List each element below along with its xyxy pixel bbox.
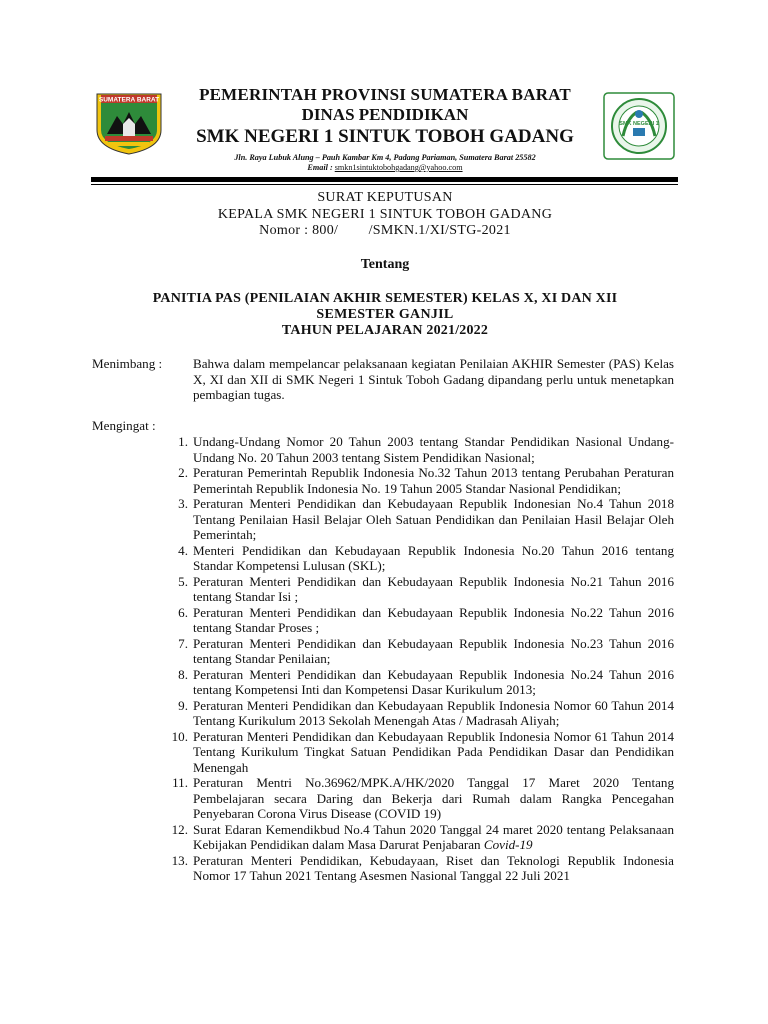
list-item [160, 465, 674, 496]
list-item-text: Peraturan Menteri Pendidikan dan Kebudayaan Republik Indonesia No.23 Tahun 2016 tentang Standar Penilaian; [193, 635, 674, 666]
school-email-line [170, 163, 600, 173]
letterhead [90, 84, 680, 180]
letterhead-rule-thick [91, 177, 678, 182]
list-item-text: Peraturan Menteri Pendidikan dan Kebudayaan Republik Indonesia No.21 Tahun 2016 tentang Standar Isi ; [193, 573, 674, 604]
list-item-number: 9. [178, 697, 188, 713]
list-item-text: Peraturan Mentri No.36962/MPK.A/HK/2020 Tanggal 17 Maret 2020 Tentang Pembelajaran secara Daring dan Bekerja dari Rumah dalam Rangka Pencegahan Penyebaran Corona Virus Disease (COVID 19) [193, 775, 674, 821]
list-item-text: Peraturan Menteri Pendidikan dan Kebudayaan Republik Indonesia No.24 Tahun 2016 tentang Kompetensi Inti dan Kompetensi Dasar Kurikulum 2013; [193, 666, 674, 697]
decree-issuer: KEPALA SMK NEGERI 1 SINTUK TOBOH GADANG [217, 207, 553, 222]
list-item [160, 853, 674, 884]
list-item-number: 4. [178, 542, 188, 558]
school-name: SMK NEGERI 1 SINTUK TOBOH GADANG [196, 126, 574, 147]
decree-title: SURAT KEPUTUSAN [317, 190, 453, 205]
list-item [160, 574, 674, 605]
sumatera-barat-logo [93, 90, 165, 156]
list-item-number: 1. [178, 434, 188, 449]
decree-number [90, 222, 680, 239]
government-name: PEMERINTAH PROVINSI SUMATERA BARAT [199, 85, 571, 104]
list-item [160, 496, 674, 543]
list-item [160, 729, 674, 776]
list-item-text: Peraturan Menteri Pendidikan dan Kebudayaan Republik Indonesia No.22 Tahun 2016 tentang Standar Proses ; [193, 604, 674, 635]
list-item [160, 775, 674, 822]
list-item-text: Menteri Pendidikan dan Kebudayaan Republik Indonesia No.20 Tahun 2016 tentang Standar Kompetensi Lulusan (SKL); [193, 542, 674, 573]
mengingat-label: Mengingat : [92, 418, 156, 433]
list-item-text: Undang-Undang Nomor 20 Tahun 2003 tentang Standar Pendidikan Nasional Undang-Undang No. 20 Tahun 2003 tentang Sistem Pendidikan Nasional; [193, 434, 674, 465]
list-item-number: 10. [171, 728, 188, 744]
list-item-number: 12. [171, 821, 188, 837]
decree-number-text: Nomor : 800/ /SMKN.1/XI/STG-2021 [259, 223, 511, 238]
right-logo-label: SMK NEGERI 1 [619, 121, 659, 127]
subject-line-3: TAHUN PELAJARAN 2021/2022 [281, 323, 489, 338]
list-item-number: 6. [178, 604, 188, 620]
left-logo-label: SUMATERA BARAT [98, 96, 160, 104]
list-item [160, 667, 674, 698]
list-item [160, 605, 674, 636]
mengingat-list [160, 434, 674, 884]
list-item [160, 822, 674, 853]
subject-line-2: SEMESTER GANJIL [316, 307, 454, 322]
list-item-number: 7. [178, 635, 188, 651]
department-name: DINAS PENDIDIKAN [301, 105, 469, 124]
school-logo [603, 92, 675, 160]
about-label: Tentang [360, 257, 410, 272]
list-item-text: Peraturan Menteri Pendidikan dan Kebudayaan Republik Indonesia Nomor 60 Tahun 2014 Tentang Kurikulum 2013 Sekolah Menengah Atas / Madrasah Aliyah; [193, 697, 674, 728]
list-item-text: Peraturan Menteri Pendidikan dan Kebudayaan Republik Indonesia Nomor 61 Tahun 2014 Tentang Kurikulum Tingkat Satuan Pendidikan Pada Pendidikan Dasar dan Pendidikan Menengah [193, 728, 674, 775]
email-label: Email : [307, 163, 335, 172]
list-item-number: 11. [172, 775, 188, 790]
list-item-italic-text: Covid-19 [483, 837, 533, 852]
email-link[interactable]: smkn1sintuktobohgadang@yahoo.com [334, 163, 463, 172]
list-item [160, 636, 674, 667]
list-item [160, 698, 674, 729]
list-item [160, 434, 674, 465]
list-item-text: Peraturan Menteri Pendidikan dan Kebudayaan Republik Indonesian No.4 Tahun 2018 Tentang Penilaian Hasil Belajar Oleh Satuan Pendidikan dan Penilaian Hasil Belajar Oleh Pemerintah; [193, 496, 674, 542]
list-item-number: 8. [178, 666, 188, 682]
list-item-number: 13. [171, 852, 188, 868]
menimbang-label: Menimbang : [92, 356, 163, 371]
list-item-number: 5. [178, 573, 188, 589]
list-item-number: 2. [178, 465, 188, 480]
letterhead-rule-thin [91, 184, 678, 185]
list-item-text: Peraturan Pemerintah Republik Indonesia No.32 Tahun 2013 tentang Perubahan Peraturan Pemerintah Republik Indonesia No. 19 Tahun 2005 Standar Nasional Pendidikan; [193, 465, 674, 496]
subject-line-1: PANITIA PAS (PENILAIAN AKHIR SEMESTER) KELAS X, XI DAN XII [152, 291, 618, 306]
list-item-text: Peraturan Menteri Pendidikan, Kebudayaan, Riset dan Teknologi Republik Indonesia Nomor 17 Tahun 2021 Tentang Asesmen Nasional Tanggal 22 Juli 2021 [193, 852, 674, 883]
letterhead-text [170, 84, 600, 173]
school-address: Jln. Raya Lubuk Alung – Pauh Kambar Km 4, Padang Pariaman, Sumatera Barat 25582 [234, 153, 536, 162]
list-item [160, 543, 674, 574]
menimbang-text: Bahwa dalam mempelancar pelaksanaan kegiatan Penilaian AKHIR Semester (PAS) Kelas X, XI dan XII di SMK Negeri 1 Sintuk Toboh Gadang dipandang perlu untuk menetapkan pembagian tugas. [193, 356, 674, 402]
list-item-text: Surat Edaran Kemendikbud No.4 Tahun 2020 Tanggal 24 maret 2020 tentang Pelaksanaan Kebijakan Pendidikan dalam Masa Darurat Penjabaran [193, 821, 674, 852]
list-item-number: 3. [178, 496, 188, 511]
